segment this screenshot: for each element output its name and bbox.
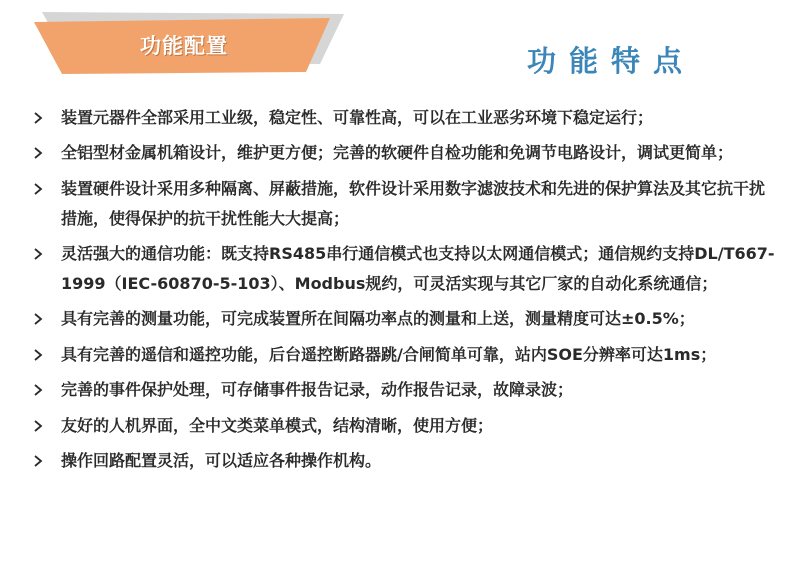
chevron-right-icon bbox=[33, 384, 43, 396]
feature-text: 友好的人机界面，全中文类菜单模式，结构清晰，使用方便； bbox=[61, 415, 494, 435]
list-item bbox=[0, 174, 800, 233]
chevron-right-icon bbox=[33, 147, 43, 159]
chevron-right-icon bbox=[33, 313, 43, 325]
chevron-right-icon bbox=[33, 248, 43, 260]
list-item bbox=[0, 239, 800, 298]
list-item bbox=[0, 103, 800, 133]
feature-text: 具有完善的遥信和遥控功能，后台遥控断路器跳/合闸简单可靠，站内SOE分辨率可达1ms； bbox=[61, 344, 717, 364]
list-item bbox=[0, 340, 800, 370]
list-item bbox=[0, 375, 800, 405]
banner-title: 功能配置 bbox=[140, 34, 228, 58]
list-item bbox=[0, 446, 800, 476]
chevron-right-icon bbox=[33, 420, 43, 432]
feature-text: 全铝型材金属机箱设计，维护更方便；完善的软硬件自检功能和免调节电路设计，调试更简单； bbox=[61, 143, 734, 163]
chevron-right-icon bbox=[33, 183, 43, 195]
page-title: 功能特点 bbox=[527, 44, 696, 78]
feature-text: 装置硬件设计采用多种隔离、屏蔽措施，软件设计采用数字滤波技术和先进的保护算法及其它抗干扰措施，使得保护的抗干扰性能大大提高； bbox=[61, 178, 766, 228]
section-banner bbox=[0, 0, 360, 80]
feature-list bbox=[0, 103, 800, 482]
feature-text: 具有完善的测量功能，可完成装置所在间隔功率点的测量和上送，测量精度可达±0.5%； bbox=[61, 309, 695, 329]
chevron-right-icon bbox=[33, 349, 43, 361]
list-item bbox=[0, 304, 800, 334]
chevron-right-icon bbox=[33, 112, 43, 124]
list-item bbox=[0, 138, 800, 168]
feature-text: 完善的事件保护处理，可存储事件报告记录，动作报告记录，故障录波； bbox=[61, 380, 574, 400]
chevron-right-icon bbox=[33, 455, 43, 467]
feature-text: 操作回路配置灵活，可以适应各种操作机构。 bbox=[61, 451, 382, 471]
list-item bbox=[0, 411, 800, 441]
feature-text: 灵活强大的通信功能：既支持RS485串行通信模式也支持以太网通信模式；通信规约支持DL/T667-1999（IEC-60870-5-103）、Modbus规约，可灵活实现与其它厂家的自动化系统通信； bbox=[61, 244, 775, 293]
feature-text: 装置元器件全部采用工业级，稳定性、可靠性高，可以在工业恶劣环境下稳定运行； bbox=[61, 108, 654, 127]
